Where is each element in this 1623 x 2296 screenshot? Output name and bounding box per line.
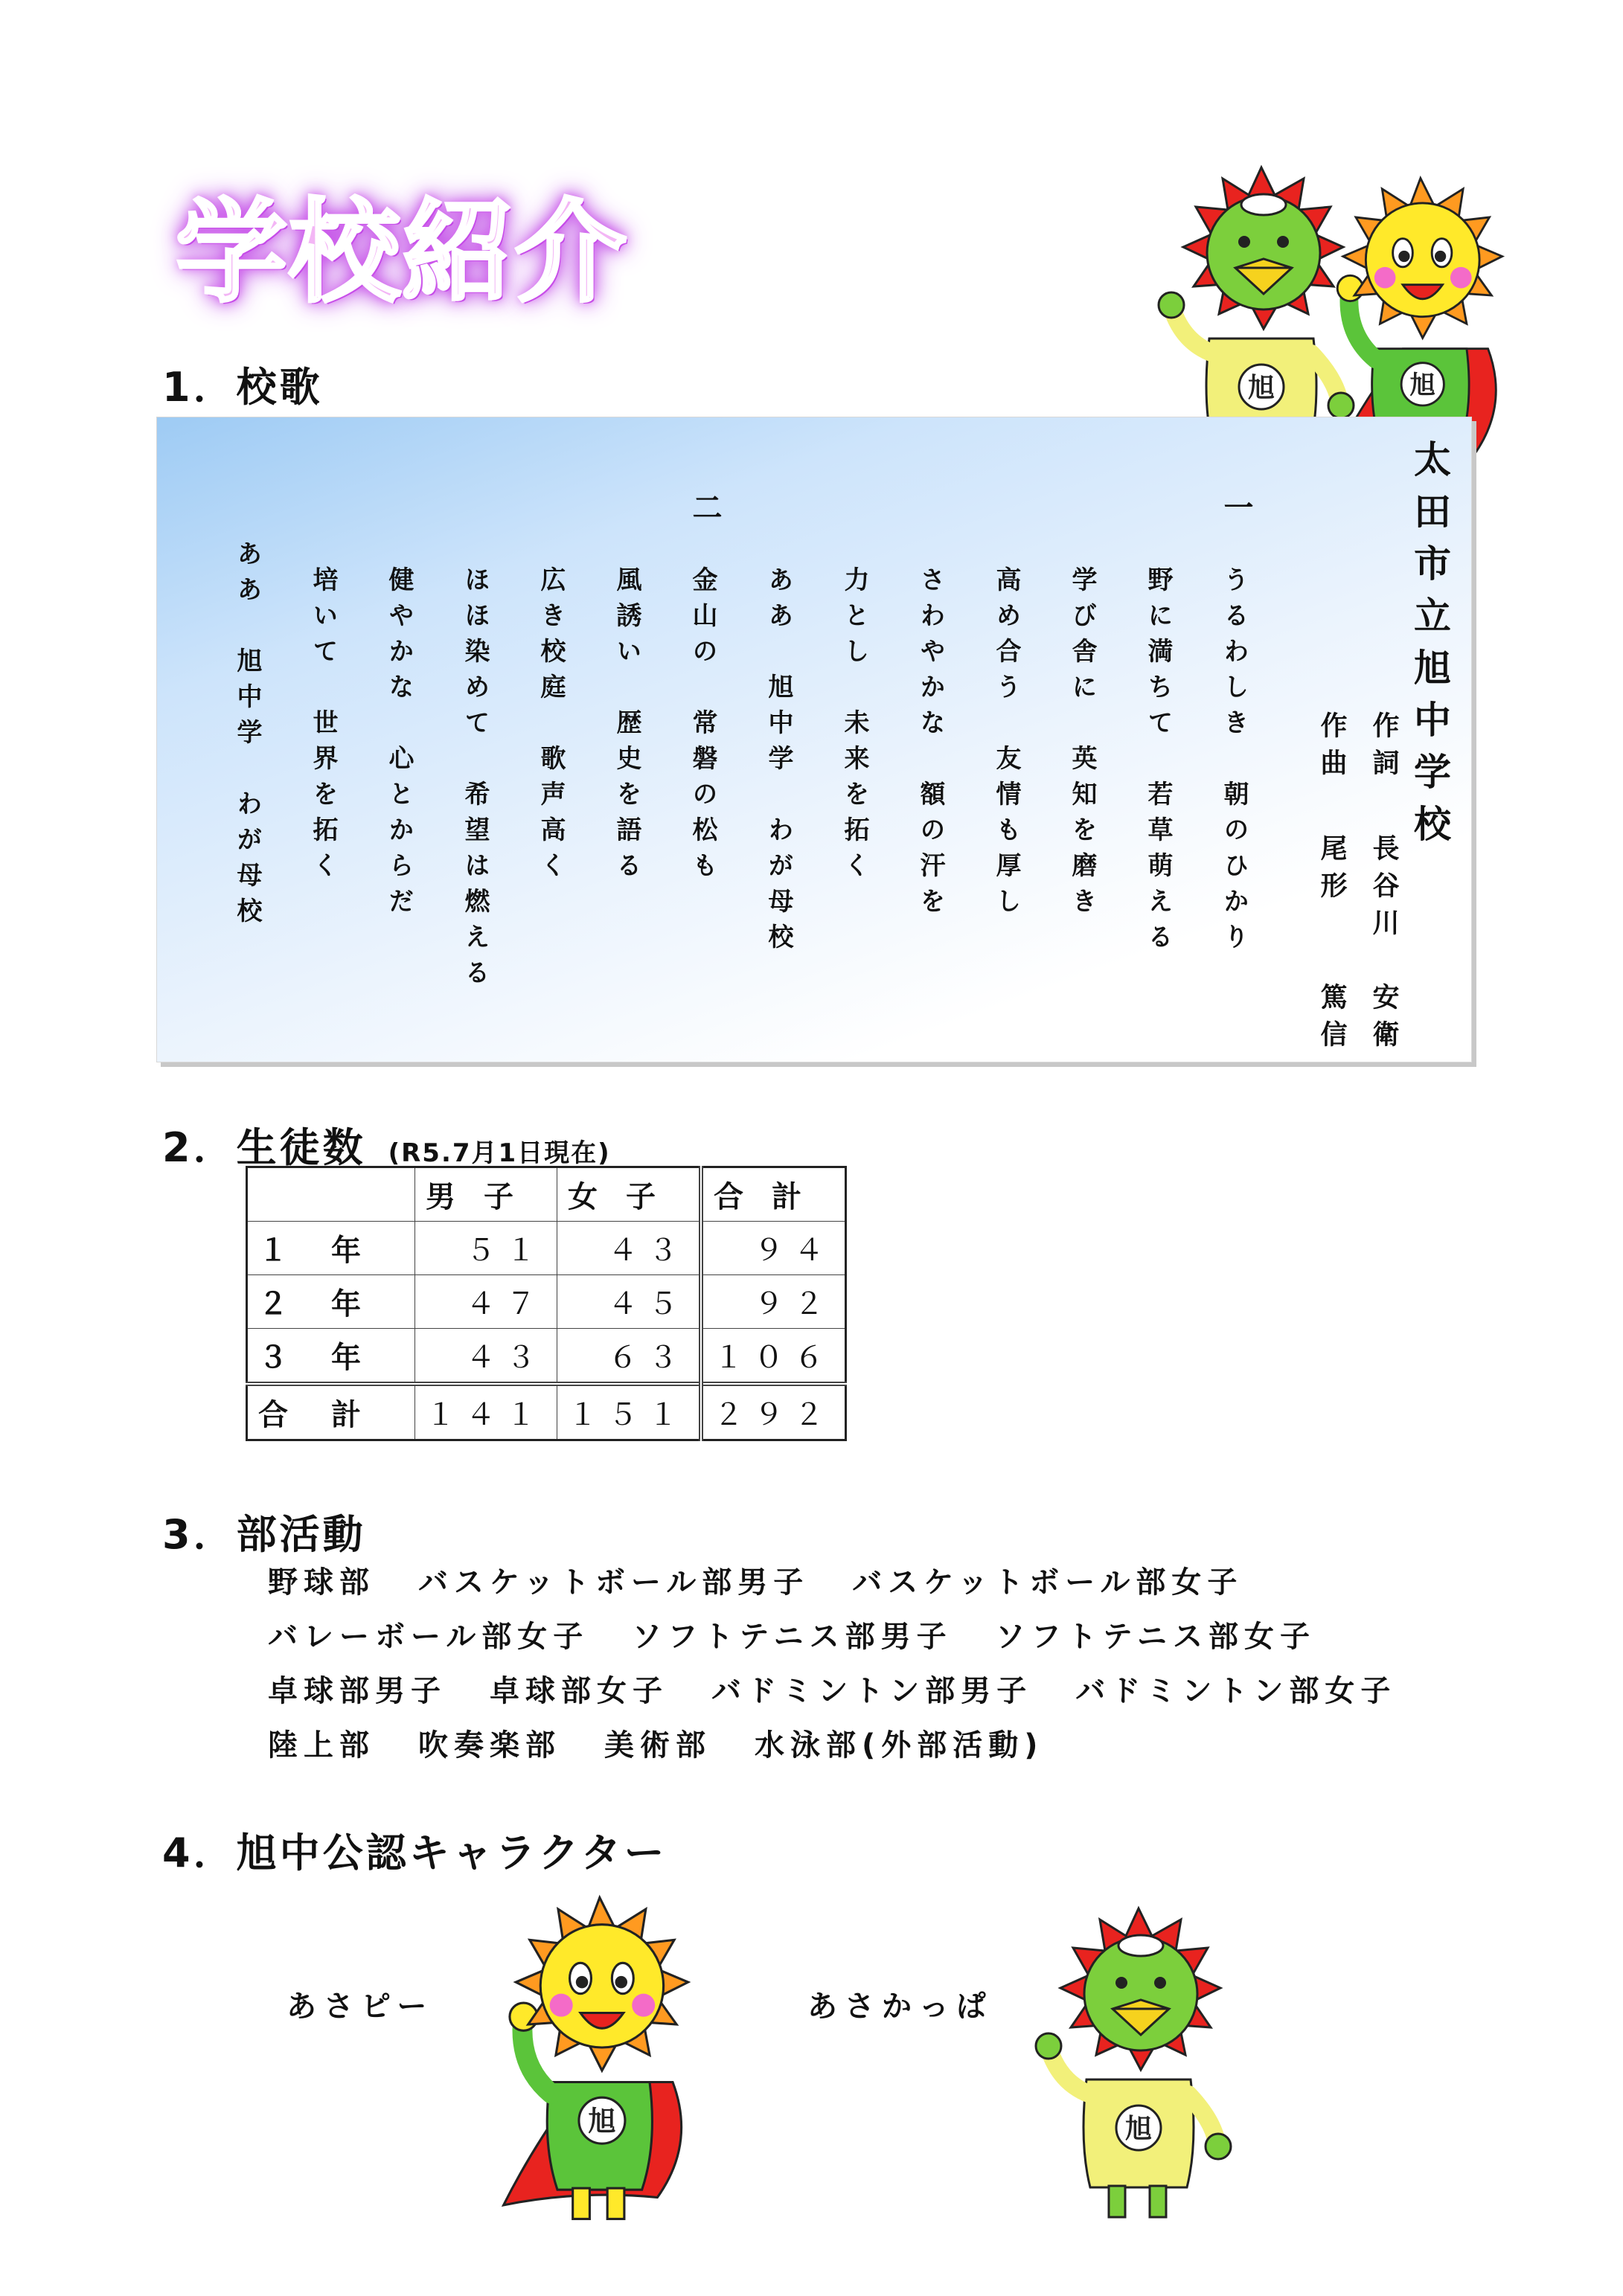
verse-2-number: 二 [688, 492, 722, 522]
asapi-mascot [465, 1890, 696, 2228]
school-song-panel [156, 417, 1472, 1062]
verse-1-number: 一 [1219, 492, 1253, 522]
asakappa-mascot [1016, 1905, 1239, 2232]
students-as-of-note: (R5.7月1日現在) [388, 1138, 611, 1168]
lyric-line: さわやかな 額の汗を [915, 566, 945, 923]
table-cell: ４５ [557, 1275, 702, 1329]
table-cell: ４７ [415, 1275, 557, 1329]
song-title: 太田市立旭中学校 [1408, 440, 1451, 856]
club-item: バスケットボール部女子 [852, 1565, 1243, 1600]
club-list-line [268, 1722, 1087, 1764]
club-item: 吹奏楽部 [418, 1728, 561, 1763]
page-title: 学校紹介 [176, 188, 629, 318]
club-item: バスケットボール部男子 [418, 1565, 810, 1600]
table-header-row [247, 1167, 846, 1222]
lyric-line: 培いて 世界を拓く [308, 566, 338, 888]
table-cell: ９４ [701, 1222, 846, 1275]
table-cell: ４３ [557, 1222, 702, 1275]
lyric-line: 風誘い 歴史を語る [612, 566, 641, 888]
section-heading-song: 1．校歌 [162, 364, 323, 411]
composer-label: 作曲 [1316, 711, 1347, 786]
row-label: １年 [247, 1222, 415, 1275]
club-item: 卓球部男子 [268, 1674, 446, 1708]
table-cell: ６３ [557, 1329, 702, 1385]
character-name-asapi: あさピー [286, 1989, 435, 2024]
lyric-line: 高め合う 友情も厚し [991, 566, 1021, 923]
table-total-row [247, 1384, 846, 1440]
lyric-line: 広き校庭 歌声高く [536, 566, 566, 888]
section-heading-clubs: 3．部活動 [162, 1511, 366, 1558]
lyric-line: 力とし 未来を拓く [839, 566, 869, 888]
club-list-line [268, 1613, 1359, 1655]
club-item: 水泳部(外部活動) [755, 1728, 1044, 1763]
row-label: ３年 [247, 1329, 415, 1385]
lyric-line: 野に満ちて 若草萌える [1143, 566, 1173, 959]
lyric-line: 学び舎に 英知を磨き [1067, 566, 1097, 923]
table-row [247, 1329, 846, 1385]
table-cell: ２９２ [701, 1384, 846, 1440]
table-cell: ４３ [415, 1329, 557, 1385]
club-item: ソフトテニス部女子 [995, 1620, 1316, 1654]
table-row [247, 1222, 846, 1275]
lyric-line: ああ 旭中学 わが母校 [764, 566, 793, 959]
club-item: 野球部 [268, 1565, 375, 1600]
row-label: 合計 [247, 1384, 415, 1440]
club-item: ソフトテニス部男子 [632, 1620, 953, 1654]
table-header-cell: 合計 [701, 1167, 846, 1222]
table-header-cell: 女子 [557, 1167, 702, 1222]
club-item: バドミントン部女子 [1075, 1674, 1397, 1708]
club-item: 美術部 [604, 1728, 711, 1763]
table-header-cell [247, 1167, 415, 1222]
table-cell: １４１ [415, 1384, 557, 1440]
club-list-line [268, 1667, 1439, 1710]
table-header-cell: 男子 [415, 1167, 557, 1222]
club-item: バレーボール部女子 [268, 1620, 589, 1654]
lyric-line: 健やかな 心とからだ [384, 566, 414, 923]
lyric-line: ほほ染めて 希望は燃える [460, 566, 490, 995]
lyricist-name: 長谷川 安衛 [1368, 834, 1399, 1057]
table-cell: １０６ [701, 1329, 846, 1385]
lyric-line: うるわしき 朝のひかり [1219, 566, 1249, 959]
table-cell: １５１ [557, 1384, 702, 1440]
students-heading-text: 2．生徒数 [162, 1124, 366, 1171]
table-cell: ５１ [415, 1222, 557, 1275]
composer-name: 尾形 篤信 [1316, 834, 1347, 1057]
lyric-line: 金山の 常磐の松も [688, 566, 717, 888]
section-heading-characters: 4．旭中公認キャラクター [162, 1830, 668, 1876]
club-list-line [268, 1559, 1286, 1601]
section-heading-students [162, 1116, 611, 1173]
student-count-table [246, 1166, 847, 1441]
table-row [247, 1275, 846, 1329]
lyric-line: ああ 旭中学 わが母校 [232, 540, 262, 933]
row-label: ２年 [247, 1275, 415, 1329]
club-item: 卓球部女子 [490, 1674, 668, 1708]
club-item: バドミントン部男子 [711, 1674, 1033, 1708]
character-name-asakappa: あさかっぱ [807, 1989, 993, 2024]
lyricist-label: 作詞 [1368, 711, 1399, 786]
club-item: 陸上部 [268, 1728, 375, 1763]
table-cell: ９２ [701, 1275, 846, 1329]
